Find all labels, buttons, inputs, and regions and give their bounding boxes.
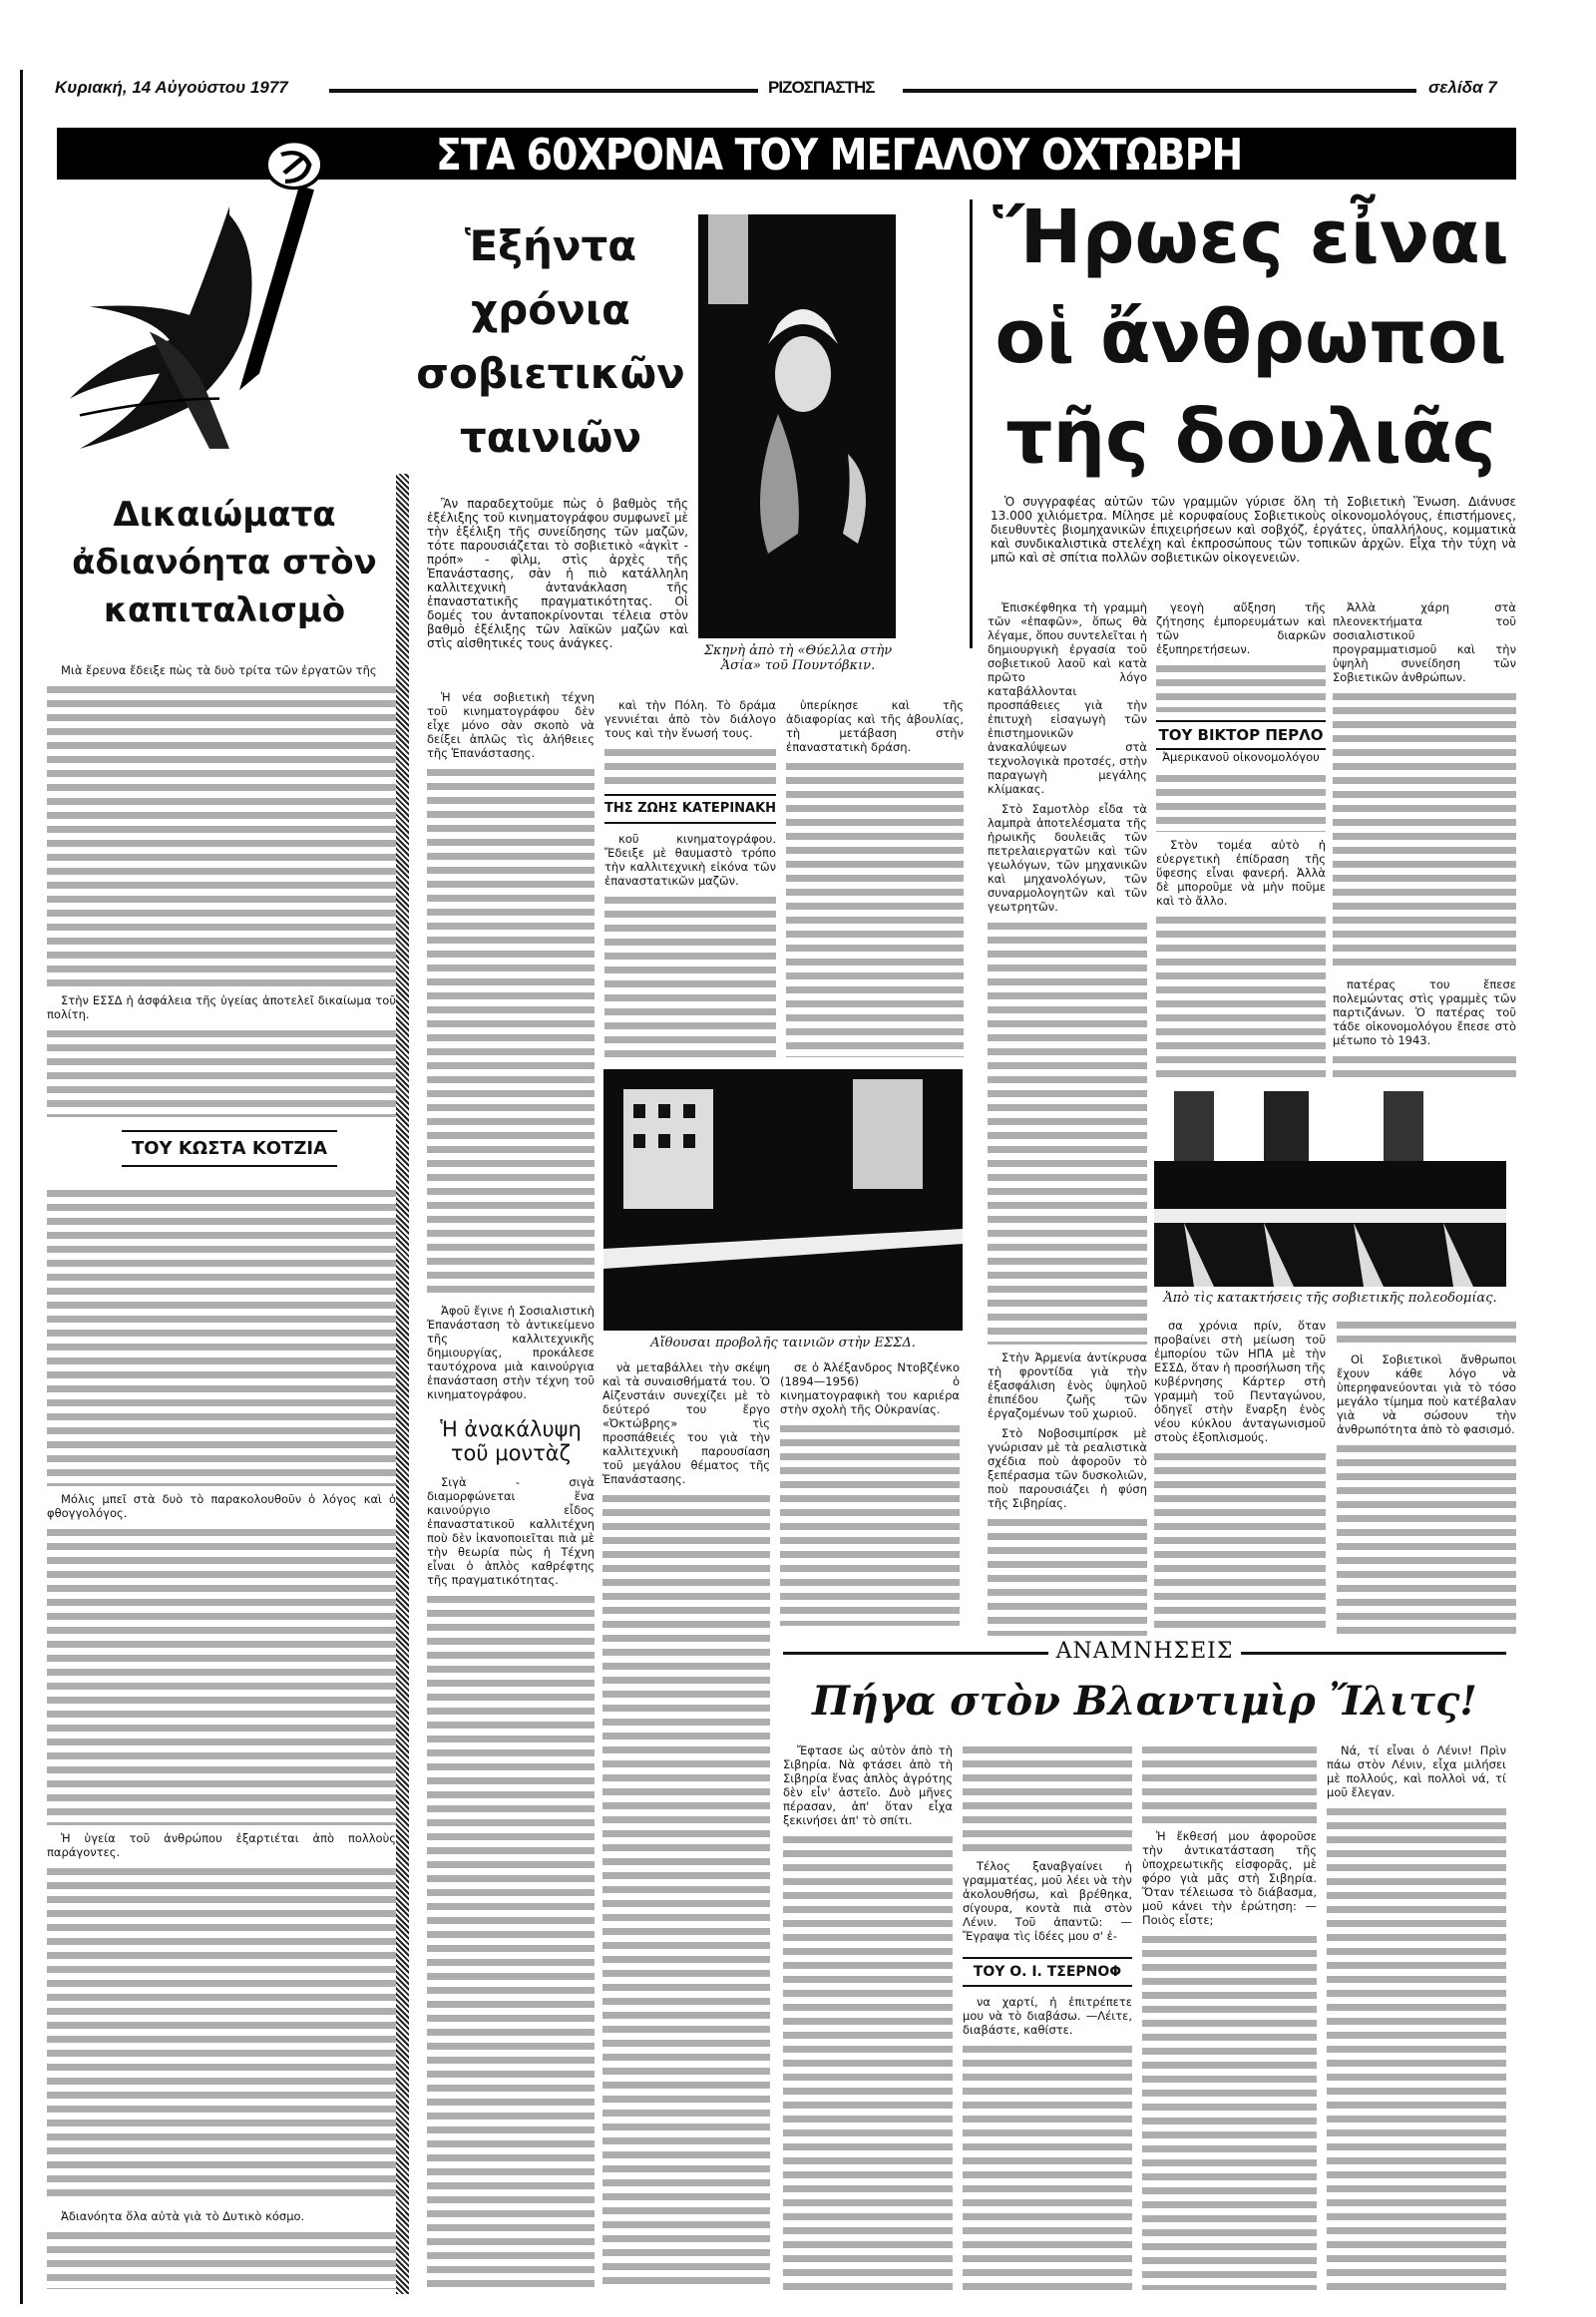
author-byline: ΤΟΥ ΒΙΚΤΟΡ ΠΕΡΛΟ — [1156, 720, 1326, 750]
headline-line: ταινιῶν — [459, 413, 642, 462]
film-still-photo — [698, 214, 896, 638]
body-text — [1337, 1442, 1516, 1634]
body-text — [1333, 1053, 1516, 1083]
cinema-column-c-cont — [780, 1360, 960, 1626]
headline-line: τῆς δουλιᾶς — [1005, 394, 1496, 480]
column-rule — [970, 199, 973, 648]
paragraph: σα χρόνια πρίν, ὅταν προβαίνει στὴ μείωση τοῦ ἐμπορίου τῶν ΗΠΑ μὲ τὴν ΕΣΣΔ, ὅταν ἡ προσήλωση τῆς κυβέρνησης Κάρτερ στὴ γραμμὴ τοῦ Πενταγώνου, ὁδηγεῖ στὴν ἔναρξη ἑνὸς νέου κύκλου ἀνταγωνισμοῦ στοὺς ἐξοπλισμούς. — [1154, 1319, 1326, 1444]
city-bridge-caption: Ἀπὸ τὶς κατακτήσεις τῆς σοβιετικῆς πολεοδομίας. — [1163, 1291, 1497, 1306]
author-byline: ΤΟΥ ΚΩΣΤΑ ΚΟΤΖΙΑ — [122, 1130, 337, 1167]
buildings-image — [603, 1069, 963, 1331]
body-text — [1337, 1319, 1516, 1347]
paragraph: Στὴν Ἀρμενία ἀντίκρυσα τὴ φροντίδα γιὰ τὴν ἐξασφάλιση ἑνὸς ὑψηλοῦ ἐπιπέδου ζωῆς τῶν ἐργαζομένων τοῦ χωριοῦ. — [988, 1351, 1147, 1420]
body-text — [47, 1865, 396, 2203]
heroes-column-d — [988, 600, 1147, 1636]
left-article-column — [47, 663, 396, 1117]
intro-paragraph: Ἂν παραδεχτοῦμε πὼς ὁ βαθμὸς τῆς ἐξέλιξης τοῦ κινηματογράφου συμφωνεῖ μὲ τὴν ἐξέλιξη τῆς συνείδησης τῶν μαζῶν, τότε παρουσιάζεται τὸ σοβιετικὸ «ἀγκὶτ - πρόπ» - φὶλμ, στὶς ἀρχὲς τῆς Ἐπανάστασης, σὰν ἡ πιὸ κατάλληλη καλλιτεχνικὴ ἀντανάκλαση τῆς ἐπαναστατικῆς πραγματικότητας. Οἱ δομές του ἀνταποκρίνονται τέλεια στὸν βαθμὸ ἐξέλιξης τῶν λαϊκῶν μαζῶν καὶ στὶς αἰσθητικές τους ἀνάγκες. — [427, 497, 688, 650]
memoirs-headline: Πήγα στὸν Βλαντιμὶρ Ἴλιτς! — [812, 1678, 1477, 1725]
paragraph: Στὸ Σαμοτλὸρ εἶδα τὰ λαμπρὰ ἀποτελέσματα τῆς ἡρωικῆς δουλειᾶς τῶν πετρελαιεργατῶν καὶ τῶν γεωλόγων, τῶν μηχανικῶν καὶ μηχανολόγων, τῶν συναρμολογητῶν καὶ τῶν γεωτρητῶν. — [988, 802, 1147, 914]
body-text — [988, 920, 1147, 1345]
heroes-column-e-cont — [1154, 1319, 1326, 1634]
bridge-buildings-image — [1154, 1091, 1506, 1287]
paragraph: Στὴν ΕΣΣΔ ἡ ἀσφάλεια τῆς ὑγείας ἀποτελεῖ δικαίωμα τοῦ πολίτη. — [47, 993, 396, 1021]
intro-paragraph: Ὁ συγγραφέας αὐτῶν τῶν γραμμῶν γύρισε ὅλη τὴ Σοβιετικὴ Ἕνωση. Διάνυσε 13.000 χιλιόμετρα. Μίλησε μὲ κορυφαίους Σοβιετικοὺς οἰκονομολόγους, ἐπιστήμονες, διευθυντὲς βιομηχανικῶν ἐπιχειρήσεων καὶ σοβχόζ, ἐργάτες, ὑπαλλήλους, κομματικὰ καὶ συνδικαλιστικὰ στελέχη καὶ ἐκπροσώπους τῶν τοπικῶν ἀρχῶν. Εἶχα τὴν τύχη νὰ μπῶ καὶ σὲ σπίτια πολλῶν σοβιετικῶν οἰκογενειῶν. — [991, 495, 1516, 565]
byline — [122, 1122, 337, 1175]
paragraph: Ἡ νέα σοβιετικὴ τέχνη τοῦ κινηματογράφου δὲν εἶχε μόνο σὰν σκοπὸ νὰ δείξει ἁπλῶς τὶς ἀλήθειες τῆς Ἐπανάστασης. — [427, 690, 595, 760]
memoirs-column-2 — [963, 1743, 1132, 2290]
paragraph: νὰ μεταβάλλει τὴν σκέψη καὶ τὰ συναισθήματά του. Ὁ Αἰζενστάιν συνεχίζει μὲ τὸ δεύτερό του ἔργο «Ὀκτώβρης» τὶς προσπάθειές του γιὰ τὴν καλλιτεχνικὴ παρουσίαση τοῦ μεγάλου θέματος τῆς Ἐπανάστασης. — [602, 1360, 770, 1486]
banner-title: ΣΤΑ 60ΧΡΟΝΑ ΤΟΥ ΜΕΓΑΛΟΥ ΟΧΤΩΒΡΗ — [436, 130, 1243, 181]
cinema-column-c — [786, 698, 964, 1057]
worker-emblem-illustration — [60, 140, 399, 474]
body-text — [1156, 662, 1326, 712]
headline-line: Ἥρωες εἶναι — [993, 194, 1509, 280]
city-bridge-photo — [1154, 1091, 1506, 1287]
headline-line: Δικαιώματα — [113, 495, 336, 535]
paragraph: Στὸν τομέα αὐτὸ ἡ εὐεργετικὴ ἐπίδραση τῆς ὕφεσης εἶναι φανερή. Ἀλλὰ δὲ μποροῦμε νὰ μὴν ποῦμε καὶ τὸ ἄλλο. — [1156, 838, 1326, 908]
paragraph: Σιγὰ - σιγὰ διαμορφώνεται ἕνα καινούργιο εἶδος ἐπαναστατικοῦ καλλιτέχνη ποὺ δὲν ἱκανοποιεῖται πιὰ μὲ τὴν θεωρία πὼς ἡ Τέχνη εἶναι ὁ ἁπλὸς καθρέφτης τῆς πραγματικότητας. — [427, 1475, 595, 1587]
section-label-memoirs — [783, 1641, 1506, 1665]
memoirs-column-4 — [1327, 1743, 1506, 2290]
paragraph: γεογὴ αὔξηση τῆς ζήτησης ἐμπορευμάτων καὶ τῶν διαρκῶν ἐξυπηρετήσεων. — [1156, 600, 1326, 656]
paragraph: Ἐπισκέφθηκα τὴ γραμμὴ τῶν «ἐπαφῶν», ὅπως θὰ λέγαμε, ὅπου συντελεῖται ἡ δημιουργικὴ ἐργασία τοῦ σοβιετικοῦ λαοῦ καὶ κατὰ πρῶτο λόγο καταβάλλονται προσπάθειες γιὰ τὴν ἐπιτυχὴ εἰσαγωγὴ τῶν ἐπιστημονικῶν ἀνακαλύψεων στὰ τεχνολογικὰ προτσές, στὴν παραγωγὴ μεγάλης κλίμακας. — [988, 600, 1147, 796]
heroes-column-f-cont — [1337, 1319, 1516, 1634]
cinema-column-b-cont — [602, 1360, 770, 2291]
paragraph: Νά, τί εἶναι ὁ Λένιν! Πρὶν πάω στὸν Λένιν, εἶχα μιλήσει μὲ πολλούς, καὶ πολλοὶ νά, τί μοῦ ἔλεγαν. — [1327, 1743, 1506, 1799]
paragraph: Ἡ ἔκθεσή μου ἀφοροῦσε τὴν ἀντικατάσταση τῆς ὑποχρεωτικῆς εἰσφορᾶς, μὲ φόρο γιὰ μᾶς στὴ Σιβηρία. Ὅταν τέλειωσα τὸ διάβασμα, μοῦ κάνει τὴν ἐρώτηση: —Ποιὸς εἶστε; — [1142, 1829, 1317, 1927]
body-text — [604, 894, 776, 1057]
body-text — [1156, 914, 1326, 1083]
paragraph: Μόλις μπεῖ στὰ δυὸ τὸ παρακολουθοῦν ὁ λόγος καὶ ὁ φθογγολόγος. — [47, 1492, 396, 1520]
paragraph: κοῦ κινηματογράφου. Ἔδειξε μὲ θαυμαστὸ τρόπο τὴν καλλιτεχνικὴ εἰκόνα τῶν ἐπαναστατικῶν μαζῶν. — [604, 832, 776, 888]
header-rule — [903, 89, 1416, 93]
paragraph: ὑπερίκησε καὶ τῆς ἀδιαφορίας καὶ τῆς ἀβουλίας, τὴ μετάβαση στὴν ἐπαναστατικὴ δράση. — [786, 698, 964, 754]
left-headline — [55, 491, 394, 634]
memoirs-column-3 — [1142, 1743, 1317, 2290]
hammer-sickle-icon — [60, 140, 399, 474]
headline-line: σοβιετικῶν — [416, 349, 685, 398]
headline-line: οἱ ἄνθρωποι — [995, 294, 1507, 380]
paragraph: να χαρτί, ἡ ἐπιτρέπετε μου νὰ τὸ διαβάσω. —Λέιτε, διαβάστε, καθίστε. — [963, 1995, 1132, 2037]
body-text — [1156, 772, 1326, 832]
body-text — [783, 1833, 953, 2290]
paragraph: Ἀλλὰ χάρη στὰ πλεονεκτήματα τοῦ σοσιαλιστικοῦ προγραμματισμοῦ καὶ τὴν ὑψηλὴ συνείδηση τῶν Σοβιετικῶν ἀνθρώπων. — [1333, 600, 1516, 684]
body-text — [1142, 1933, 1317, 2290]
page-border — [20, 70, 23, 2304]
paragraph: Τέλος ξαναβγαίνει ἡ γραμματέας, μοῦ λέει νὰ τὴν ἀκολουθήσω, καὶ βρέθηκα, σίγουρα, κοντὰ πιὰ στὸν Λένιν. Τοῦ ἀπαντῶ: —Ἔγραψα τὶς ἰδέες μου σ' ἐ- — [963, 1859, 1132, 1943]
headline-line: ἀδιανόητα στὸν — [72, 543, 377, 582]
heroes-column-f — [1333, 600, 1516, 1083]
body-text — [963, 2043, 1132, 2290]
cinema-hall-photo — [603, 1069, 963, 1331]
body-text — [1333, 690, 1516, 971]
body-text — [786, 760, 964, 1057]
memoirs-column-1 — [783, 1743, 953, 2290]
heroes-intro — [991, 495, 1516, 594]
paragraph: Ἀδιανόητα ὅλα αὐτὰ γιὰ τὸ Δυτικὸ κόσμο. — [61, 2209, 305, 2223]
newspaper-name: ΡΙΖΟΣΠΑΣΤΗΣ — [768, 78, 875, 97]
film-scene-image — [698, 214, 896, 638]
body-text — [1154, 1450, 1326, 1634]
page-number: σελίδα 7 — [1428, 78, 1497, 97]
subheading: Ἡ ἀνακάλυψη τοῦ μοντὰζ — [440, 1417, 582, 1465]
author-title: Ἀμερικανοῦ οἰκονομολόγου — [1162, 750, 1320, 764]
body-text — [963, 1743, 1132, 1853]
headline-line: καπιταλισμὸ — [103, 590, 346, 630]
paragraph: Στὸ Νοβοσιμπίρσκ μὲ γνώρισαν μὲ τὰ ρεαλιστικὰ σχέδια ποὺ ἀφοροῦν τὸ ξεπέρασμα τῶν δυσκολιῶν, ποὺ παρουσιάζει ἡ φύση τῆς Σιβηρίας. — [988, 1426, 1147, 1510]
body-text — [47, 1027, 396, 1117]
paragraph: Ἡ ὑγεία τοῦ ἀνθρώπου ἐξαρτιέται ἀπὸ πολλοὺς παράγοντες. — [47, 1831, 396, 1859]
headline-line: χρόνια — [471, 285, 630, 334]
author-byline: ΤΟΥ Ο. Ι. ΤΣΕΡΝΟΦ — [963, 1957, 1132, 1987]
body-text — [988, 1516, 1147, 1636]
body-text — [427, 1593, 595, 2291]
paragraph: Ἔφτασε ὡς αὐτὸν ἀπὸ τὴ Σιβηρία. Νὰ φτάσει ἀπὸ τὴ Σιβηρία ἕνας ἁπλὸς ἀγρότης δὲν εἶν' ἀστεῖο. Δυὸ μῆνες πέρασαν, ἀπ' ὅταν εἶχα ξεκινήσει ἀπ' τὸ σπίτι. — [783, 1743, 953, 1827]
left-article-column-cont — [47, 1187, 396, 2289]
body-text — [47, 683, 396, 987]
cinema-column-b — [604, 698, 776, 1057]
cinema-hall-caption: Αἴθουσαι προβολῆς ταινιῶν στὴν ΕΣΣΔ. — [650, 1336, 916, 1351]
body-text — [602, 1492, 770, 2291]
paragraph: Οἱ Σοβιετικοὶ ἄνθρωποι ἔχουν κάθε λόγο νὰ ὑπερηφανεύονται γιὰ τὸ τόσο μεγάλο τίμημα ποὺ κατέβαλαν γιὰ νὰ σώσουν τὴν ἀνθρωπότητα ἀπὸ τὸ φασισμό. — [1337, 1352, 1516, 1436]
cinema-intro — [427, 497, 688, 684]
body-text — [47, 1187, 396, 1486]
body-text — [780, 1422, 960, 1626]
headline-line: Ἑξήντα — [464, 221, 637, 270]
cinema-headline — [411, 214, 690, 470]
paragraph: Ἀφοῦ ἔγινε ἡ Σοσιαλιστικὴ Ἐπανάσταση τὸ ἀντικείμενο τῆς καλλιτεχνικῆς δημιουργίας, προκάλεσε ταυτόχρονα μιὰ καινούργια ἐπανάσταση στὴν τέχνη τοῦ κινηματογράφου. — [427, 1304, 595, 1401]
section-title: ΑΝΑΜΝΗΣΕΙΣ — [1048, 1639, 1242, 1665]
paragraph: Μιὰ ἔρευνα ἔδειξε πὼς τὰ δυὸ τρίτα τῶν ἐργατῶν τῆς — [61, 663, 377, 677]
paragraph: πατέρας του ἔπεσε πολεμώντας στὶς γραμμὲς τῶν παρτιζάνων. Ὁ πατέρας τοῦ τάδε οἰκονομολόγου ἔπεσε στὸ μέτωπο τὸ 1943. — [1333, 977, 1516, 1047]
heroes-column-e — [1156, 600, 1326, 1083]
film-still-caption: Σκηνὴ ἀπὸ τὴ «Θύελλα στὴν Ἀσία» τοῦ Πουντόβκιν. — [703, 643, 893, 673]
issue-date: Κυριακή, 14 Αὐγούστου 1977 — [55, 78, 288, 97]
body-text — [1142, 1743, 1317, 1823]
column-divider-hatched — [396, 474, 409, 2294]
author-byline: ΤΗΣ ΖΩΗΣ ΚΑΤΕΡΙΝΑΚΗ — [604, 794, 776, 824]
body-text — [427, 766, 595, 1298]
cinema-column-a — [427, 690, 595, 2291]
heroes-headline — [982, 188, 1520, 487]
body-text — [604, 746, 776, 786]
header-rule — [329, 89, 758, 93]
body-text — [47, 2229, 396, 2289]
body-text — [1327, 1805, 1506, 2290]
paragraph: σε ὁ Ἀλέξανδρος Ντοβζένκο (1894—1956) ὁ κινηματογραφικὴ του καριέρα στὴν σχολὴ τῆς Οὐκρανίας. — [780, 1360, 960, 1416]
body-text — [47, 1526, 396, 1825]
paragraph: καὶ τὴν Πόλη. Τὸ δράμα γεννιέται ἀπὸ τὸν διάλογο τους καὶ τὴν ἕνωσή τους. — [604, 698, 776, 740]
